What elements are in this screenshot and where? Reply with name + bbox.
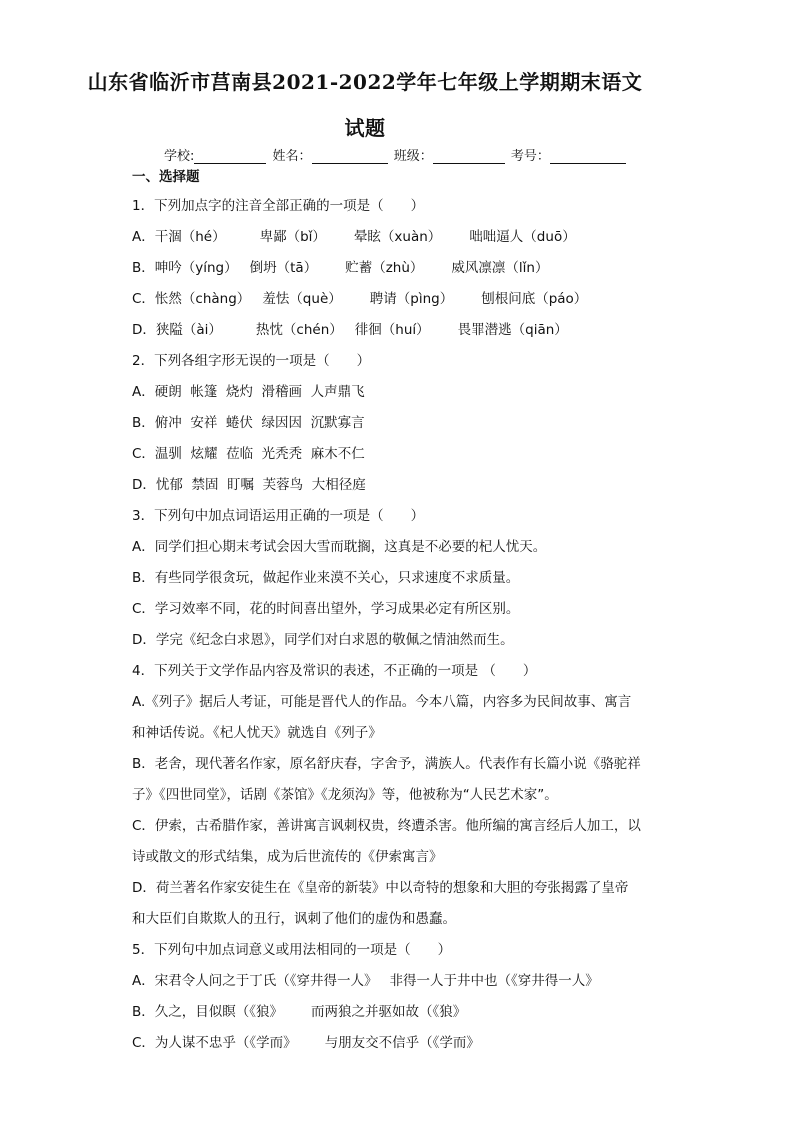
question-1-option-b [132,253,742,284]
question-3-option-a: A．同学们担心期末考试会因大雪而耽搁，这真是不必要的杞人忧天。 [132,539,547,555]
option-part: 卑鄙（bǐ） [259,229,326,245]
option-part: 非得一人于井中也（《穿井得一人》 [389,973,599,989]
option-part: B．久之，目似瞑（《狼》 [132,1004,284,1020]
option-part: D．狭隘（ài） [132,322,222,338]
name-blank[interactable] [312,148,388,164]
class-blank[interactable] [433,148,505,164]
option-part: 贮蓄（zhù） [345,260,424,276]
page-title-continued: 试题 [344,116,386,140]
class-label: 班级： [393,149,433,164]
question-5-option-b [132,997,742,1028]
question-4-stem: 4．下列关于文学作品内容及常识的表述，不正确的一项是 （ ） [132,663,537,679]
option-part: B．呻吟（yíng） [132,260,238,276]
question-1-stem: 1．下列加点字的注音全部正确的一项是（ ） [132,198,425,214]
option-part: C．为人谋不忠乎（《学而》 [132,1035,297,1051]
option-part: A．干涸（hé） [132,229,226,245]
page-title: 山东省临沂市莒南县2021-2022学年七年级上学期期末语文 [87,70,643,94]
exam-number-label: 考号： [510,149,550,164]
option-part: 热忱（chén） [255,322,343,338]
school-label: 学校: [164,149,195,164]
option-part: A．宋君令人问之于丁氏（《穿井得一人》 [132,973,378,989]
question-2-option-c: C．温驯 炫耀 莅临 光秃秃 麻木不仁 [132,446,365,462]
question-4-option-b-line1: B．老舍，现代著名作家，原名舒庆春，字舍予，满族人。代表作有长篇小说《骆驼祥 [132,756,641,772]
question-5-stem: 5．下列句中加点词意义或用法相同的一项是（ ） [132,942,452,958]
question-4-option-d-line1: D．荷兰著名作家安徒生在《皇帝的新装》中以奇特的想象和大胆的夸张揭露了皇帝 [132,880,629,896]
question-3-option-d: D．学完《纪念白求恩》，同学们对白求恩的敬佩之情油然而生。 [132,632,514,648]
student-info-row [164,145,628,164]
question-3-option-b: B．有些同学很贪玩，做起作业来漠不关心，只求速度不求质量。 [132,570,520,586]
question-2-option-a: A．硬朗 帐篷 烧灼 滑稽画 人声鼎飞 [132,384,365,400]
question-2-stem: 2．下列各组字形无误的一项是（ ） [132,353,371,369]
question-2-option-b: B．俯冲 安祥 蜷伏 绿因因 沉默寡言 [132,415,365,431]
option-part: 与朋友交不信乎（《学而》 [324,1035,480,1051]
section-heading: 一、选择题 [132,169,200,185]
option-part: 徘徊（huí） [354,322,430,338]
question-4-option-a-line1: A.《列子》据后人考证，可能是晋代人的作品。今本八篇，内容多为民间故事、寓言 [132,694,632,710]
question-3-stem: 3．下列句中加点词语运用正确的一项是（ ） [132,508,425,524]
name-label: 姓名： [272,149,312,164]
question-4-option-a-line2: 和神话传说。《杞人忧天》就选自《列子》 [132,725,382,741]
exam-content [132,167,742,1059]
question-4-option-d-line2: 和大臣们自欺欺人的丑行，讽刺了他们的虚伪和愚蠢。 [132,911,456,927]
option-part: 倒坍（tā） [249,260,318,276]
exam-number-blank[interactable] [550,148,626,164]
question-1-option-c [132,284,742,315]
question-5-option-c [132,1028,742,1059]
question-1-option-d [132,315,742,346]
option-part: C．怅然（chàng） [132,291,251,307]
option-part: 聘请（pìng） [369,291,454,307]
question-4-option-c-line1: C．伊索，古希腊作家，善讲寓言讽刺权贵，终遭杀害。他所编的寓言经后人加工，以 [132,818,641,834]
question-5-option-a [132,966,742,997]
question-4-option-c-line2: 诗或散文的形式结集，成为后世流传的《伊索寓言》 [132,849,443,865]
option-part: 咄咄逼人（duō） [469,229,576,245]
question-2-option-d: D．忧郁 禁固 盯嘱 芙蓉鸟 大相径庭 [132,477,366,493]
option-part: 威风凛凛（lǐn） [451,260,549,276]
question-1-option-a [132,222,742,253]
school-blank[interactable] [194,148,266,164]
question-4-option-b-line2: 子》《四世同堂》，话剧《茶馆》《龙须沟》等，他被称为“人民艺术家”。 [132,787,558,803]
option-part: 而两狼之并驱如故（《狼》 [311,1004,467,1020]
option-part: 晕眩（xuàn） [353,229,442,245]
option-part: 畏罪潜逃（qiān） [457,322,568,338]
question-3-option-c: C．学习效率不同，花的时间喜出望外，学习成果必定有所区别。 [132,601,520,617]
option-part: 羞怯（què） [262,291,342,307]
option-part: 刨根问底（páo） [481,291,588,307]
